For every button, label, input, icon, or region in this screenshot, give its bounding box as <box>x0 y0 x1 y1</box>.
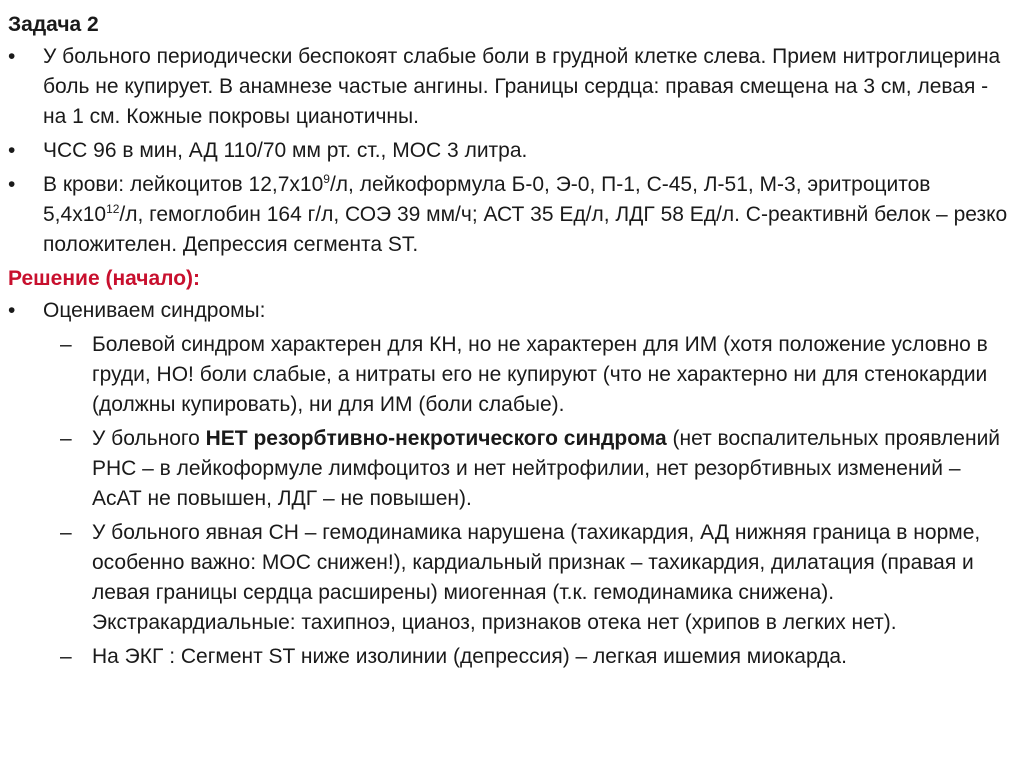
blood-text-part2: /л, лейкоформула Б-0, Э-0, П-1, С-45, Л-51, М-3, эритроцитов 5,4х10 <box>43 173 931 226</box>
solution-point-text: На ЭКГ : Сегмент ST ниже изолинии (депрессия) – легкая ишемия миокарда. <box>92 645 847 668</box>
solution-point-heart-failure <box>8 518 1013 638</box>
dash: – <box>60 645 72 668</box>
solution-point-text: Болевой синдром характерен для КН, но не характерен для ИМ (хотя положение условно в груди, НО! боли слабые, а нитраты его не купируют (что не характерно ни для стенокардии (должны купировать), ни для ИМ (боли слабые). <box>92 333 988 416</box>
task-item-symptoms <box>8 42 1013 132</box>
task-item-text <box>43 173 1007 256</box>
bullet: • <box>8 173 16 196</box>
solution-point-ecg <box>8 642 1013 672</box>
blood-text-part3: /л, гемоглобин 164 г/л, СОЭ 39 мм/ч; АСТ 35 Ед/л, ЛДГ 58 Ед/л. С-реактивнй белок – резко положителен. Депрессия сегмента ST. <box>43 203 1008 256</box>
solution-heading: Решение (начало): <box>8 267 201 290</box>
bullet: • <box>8 139 16 162</box>
exponent-12: 12 <box>106 202 120 216</box>
dash: – <box>60 427 72 450</box>
task-item-text: ЧСС 96 в мин, АД 110/70 мм рт. ст., МОС 3 литра. <box>43 139 528 162</box>
dash: – <box>60 521 72 544</box>
slide <box>8 10 1013 676</box>
dash: – <box>60 333 72 356</box>
task-item-vitals <box>8 136 1013 166</box>
p2-bold: НЕТ резорбтивно-некротического синдрома <box>205 427 667 450</box>
bullet: • <box>8 45 16 68</box>
solution-intro <box>8 296 1013 326</box>
task-item-blood <box>8 170 1013 260</box>
bullet: • <box>8 299 16 322</box>
exponent-9: 9 <box>323 172 330 186</box>
p2-before: У больного <box>92 427 206 450</box>
task-item-text: У больного периодически беспокоят слабые боли в грудной клетке слева. Прием нитроглицерина боль не купирует. В анамнезе частые ангины. Границы сердца: правая смещена на 3 см, левая - на 1 см. Кожные покровы цианотичны. <box>43 45 1001 128</box>
solution-point-pain <box>8 330 1013 420</box>
blood-text-part1: В крови: лейкоцитов 12,7х10 <box>43 173 324 196</box>
solution-intro-text: Оцениваем синдромы: <box>43 299 266 322</box>
p2-after: (нет воспалительных проявлений РНС – в лейкоформуле лимфоцитоз и нет нейтрофилии, нет резорбтивных изменений – АсАТ не повышен, ЛДГ – не повышен). <box>92 427 1001 510</box>
task-title: Задача 2 <box>8 13 99 36</box>
solution-point-text: У больного явная СН – гемодинамика нарушена (тахикардия, АД нижняя граница в норме, особенно важно: МОС снижен!), кардиальный признак – тахикардия, дилатация (правая и левая границы сердца расширены) миогенная (т.к. гемодинамика снижена). Экстракардиальные: тахипноэ, цианоз, признаков отека нет (хрипов в легких нет). <box>92 521 981 634</box>
solution-point-resorption <box>8 424 1013 514</box>
solution-point-text <box>92 427 1000 510</box>
